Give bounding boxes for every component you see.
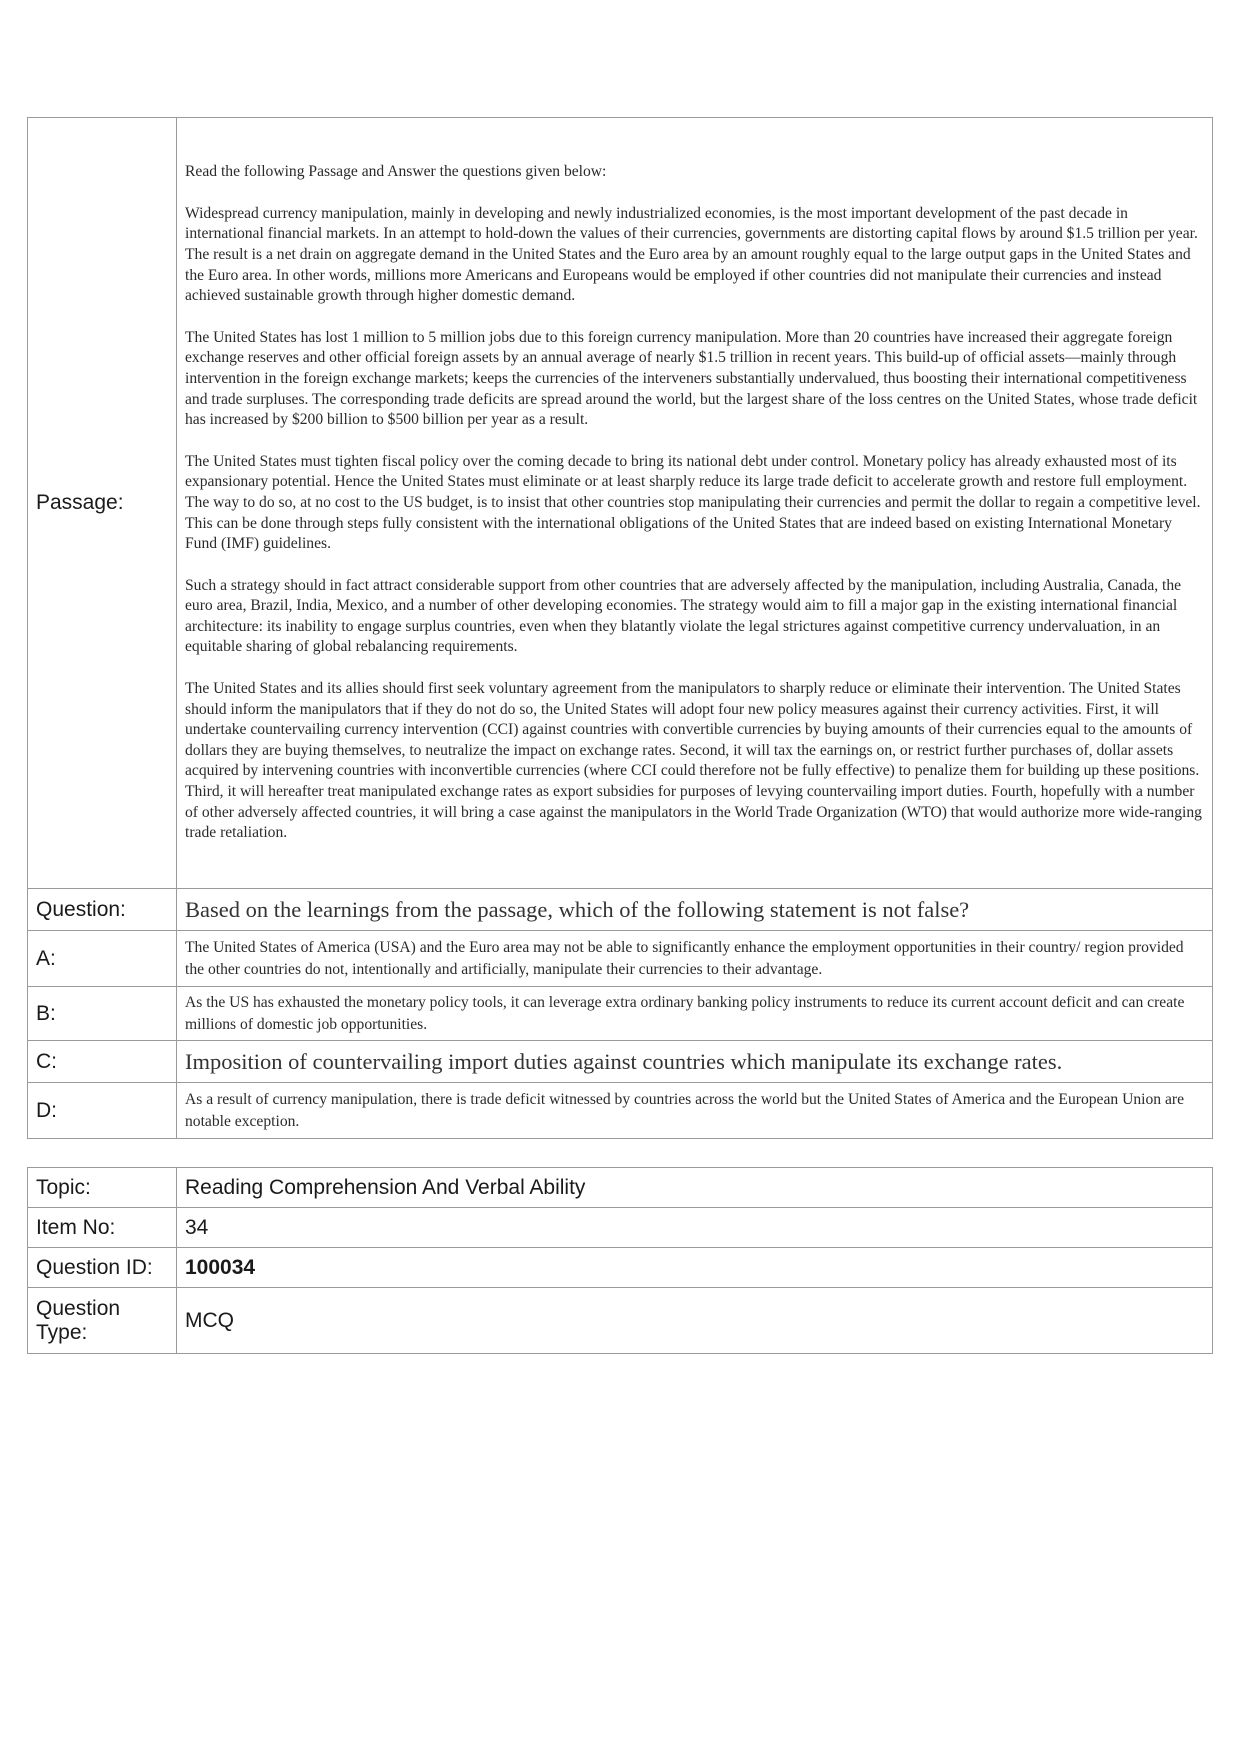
option-c-row [28, 1041, 1213, 1083]
question-label: Question: [28, 889, 177, 931]
passage-paragraph-5: The United States and its allies should first seek voluntary agreement from the manipulators to sharply reduce or eliminate their intervention. The United States should inform the manipulators that if they do not do so, the United States will adopt four new policy measures against their currency activities. First, it will undertake countervailing currency intervention (CCI) against countries with convertible currencies by buying amounts of their currencies equal to the amounts of dollars they are buying themselves, to neutralize the impact on exchange rates. Second, it will tax the earnings on, or restrict further purchases of, dollar assets acquired by intervening countries with inconvertible currencies (where CCI could therefore not be fully effective) to penalize them for building up these positions. Third, it will hereafter treat manipulated exchange rates as export subsidies for purposes of levying countervailing import duties. Fourth, hopefully with a number of other adversely affected countries, it will bring a case against the manipulators in the World Trade Organization (WTO) that would authorize more wide-ranging trade retaliation. [185, 680, 1202, 842]
question-id-row [28, 1248, 1213, 1288]
question-row [28, 889, 1213, 931]
option-b-text: As the US has exhausted the monetary policy tools, it can leverage extra ordinary banking policy instruments to reduce its current account deficit and can create millions of domestic job opportunities. [177, 987, 1213, 1041]
option-d-text: As a result of currency manipulation, there is trade deficit witnessed by countries across the world but the United States of America and the European Union are notable exception. [177, 1083, 1213, 1139]
item-no-label: Item No: [28, 1208, 177, 1248]
passage-text [177, 118, 1213, 889]
passage-paragraph-3: The United States must tighten fiscal policy over the coming decade to bring its national debt under control. Monetary policy has already exhausted most of its expansionary potential. Hence the United States must eliminate or at least sharply reduce its large trade deficit to accelerate growth and restore full employment. The way to do so, at no cost to the US budget, is to insist that other countries stop manipulating their currencies and permit the dollar to regain a competitive level. This can be done through steps fully consistent with the international obligations of the United States that are indeed based on existing International Monetary Fund (IMF) guidelines. [185, 452, 1201, 553]
option-a-label: A: [28, 931, 177, 987]
question-type-label: Question Type: [28, 1288, 177, 1354]
option-a-row [28, 931, 1213, 987]
passage-paragraph-1: Widespread currency manipulation, mainly in developing and newly industrialized economies, is the most important development of the past decade in international financial markets. In an attempt to hold-down the values of their currencies, governments are distorting capital flows by around $1.5 trillion per year. The result is a net drain on aggregate demand in the United States and the Euro area by an amount roughly equal to the large output gaps in the United States and the Euro area. In other words, millions more Americans and Europeans would be employed if other countries did not manipulate their currencies and instead achieved sustainable growth through higher domestic demand. [185, 204, 1198, 305]
passage-intro: Read the following Passage and Answer the questions given below: [185, 163, 607, 181]
option-b-label: B: [28, 987, 177, 1041]
topic-value: Reading Comprehension And Verbal Ability [177, 1168, 1213, 1208]
option-b-row [28, 987, 1213, 1041]
question-sheet [27, 117, 1213, 1354]
option-c-text: Imposition of countervailing import duties against countries which manipulate its exchange rates. [177, 1041, 1213, 1083]
item-no-value: 34 [177, 1208, 1213, 1248]
passage-row [28, 118, 1213, 889]
question-type-row [28, 1288, 1213, 1354]
item-no-row [28, 1208, 1213, 1248]
option-d-label: D: [28, 1083, 177, 1139]
option-c-label: C: [28, 1041, 177, 1083]
question-table [27, 117, 1213, 1139]
passage-paragraph-2: The United States has lost 1 million to 5 million jobs due to this foreign currency manipulation. More than 20 countries have increased their aggregate foreign exchange reserves and other official foreign assets by an annual average of nearly $1.5 trillion in recent years. This build-up of official assets—mainly through intervention in the foreign exchange markets; keeps the currencies of the interveners substantially undervalued, thus boosting their international competitiveness and trade surpluses. The corresponding trade deficits are spread around the world, but the largest share of the loss centres on the United States, whose trade deficit has increased by $200 billion to $500 billion per year as a result. [185, 328, 1198, 429]
metadata-table [27, 1167, 1213, 1354]
passage-label: Passage: [28, 118, 177, 889]
question-id-label: Question ID: [28, 1248, 177, 1288]
option-a-text: The United States of America (USA) and the Euro area may not be able to significantly enhance the employment opportunities in their country/ region provided the other countries do not, intentionally and artificially, manipulate their currencies to their advantage. [177, 931, 1213, 987]
topic-row [28, 1168, 1213, 1208]
question-text: Based on the learnings from the passage, which of the following statement is not false? [177, 889, 1213, 931]
topic-label: Topic: [28, 1168, 177, 1208]
option-d-row [28, 1083, 1213, 1139]
question-id-value: 100034 [177, 1248, 1213, 1288]
question-type-value: MCQ [177, 1288, 1213, 1354]
passage-paragraph-4: Such a strategy should in fact attract considerable support from other countries that are adversely affected by the manipulation, including Australia, Canada, the euro area, Brazil, India, Mexico, and a number of other developing economies. The strategy would aim to fill a major gap in the existing international financial architecture: its inability to engage surplus countries, even when they blatantly violate the legal strictures against competitive currency undervaluation, in an equitable sharing of global rebalancing requirements. [185, 576, 1182, 656]
